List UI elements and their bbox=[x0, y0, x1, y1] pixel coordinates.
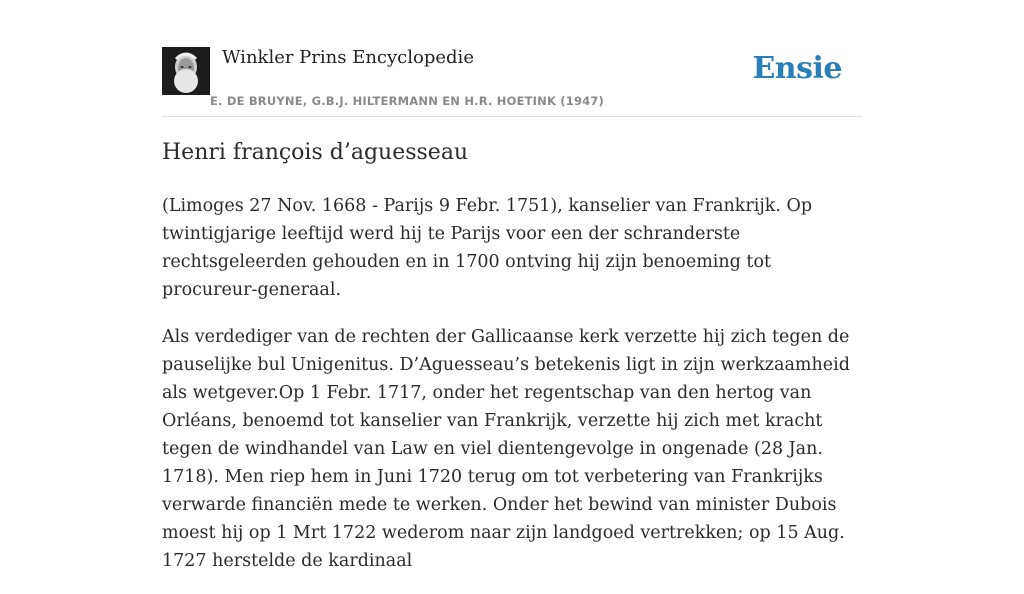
source-header bbox=[162, 46, 862, 117]
source-title[interactable]: Winkler Prins Encyclopedie bbox=[222, 47, 474, 68]
article-title: Henri françois d’aguesseau bbox=[162, 140, 469, 165]
portrait-icon bbox=[162, 47, 210, 95]
source-authors: E. DE BRUYNE, G.B.J. HILTERMANN EN H.R. HOETINK (1947) bbox=[210, 94, 605, 108]
ensie-logo-link[interactable]: Ensie bbox=[752, 51, 842, 86]
article-paragraph: Als verdediger van de rechten der Gallicaanse kerk verzette hij zich tegen de pauselijke bul Unigenitus. D’Aguesseau’s betekenis ligt in zijn werkzaamheid als wetgever.Op 1 Febr. 1717, onder het regentschap van den hertog van Orléans, benoemd tot kanselier van Frankrijk, verzette hij zich met kracht tegen de windhandel van Law en viel dientengevolge in ongenade (28 Jan. 1718). Men riep hem in Juni 1720 terug om tot verbetering van Frankrijks verwarde financiën mede te werken. Onder het bewind van minister Dubois moest hij op 1 Mrt 1722 wederom naar zijn landgoed vertrekken; op 15 Aug. 1727 herstelde de kardinaal bbox=[162, 327, 850, 571]
author-avatar[interactable] bbox=[162, 47, 210, 95]
article-body bbox=[162, 192, 862, 594]
article-paragraph: (Limoges 27 Nov. 1668 - Parijs 9 Febr. 1751), kanselier van Frankrijk. Op twintigjarige leeftijd werd hij te Parijs voor een der schranderste rechtsgeleerden gehouden en in 1700 ontving hij zijn benoeming tot procureur-generaal. bbox=[162, 196, 813, 300]
